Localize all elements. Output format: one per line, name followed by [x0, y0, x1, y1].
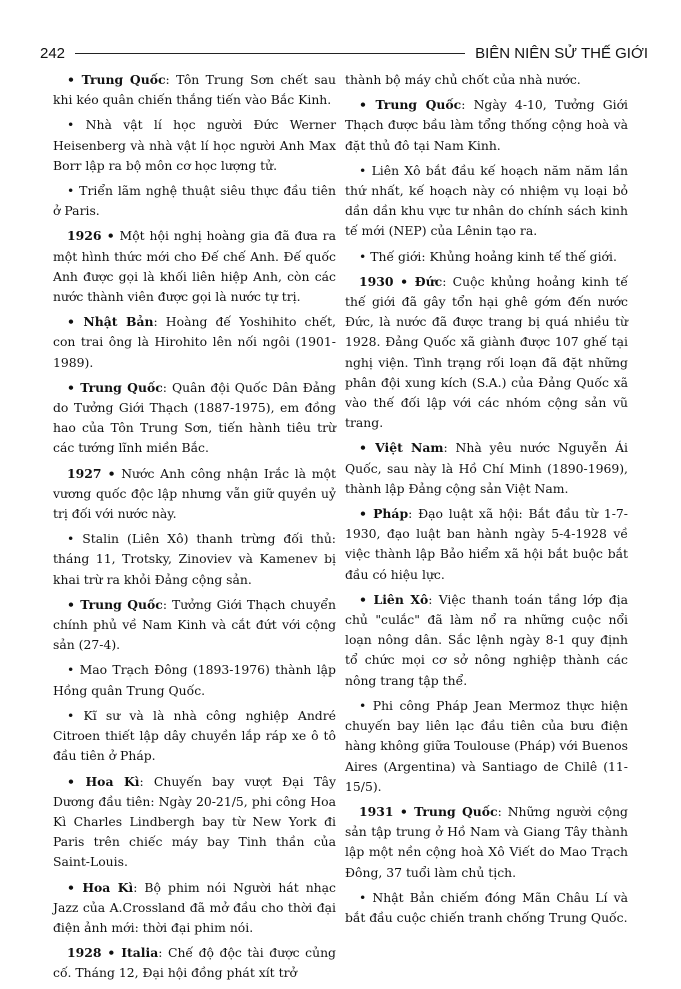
entry-text: : Chuyến bay vượt Đại Tây Dương đầu tiên: Ngày 20-21/5, phi công Hoa Kì Charles Lindbergh bay từ New York đi Paris trên chiếc máy bay Tinh thần của Saint-Louis. [53, 773, 337, 870]
entry-lead: • Nhật Bản [67, 314, 154, 330]
entry-text: thành bộ máy chủ chốt của nhà nước. [345, 72, 581, 87]
entry-lead: 1926 • [67, 228, 115, 244]
entry-text: • Triển lãm nghệ thuật siêu thực đầu tiên ở Paris. [53, 183, 336, 219]
entry-lead: • Trung Quốc [67, 379, 163, 395]
paragraph [345, 888, 628, 928]
paragraph [53, 181, 336, 221]
paragraph [53, 595, 336, 656]
right-column [345, 70, 628, 933]
paragraph [345, 504, 628, 585]
paragraph [345, 161, 628, 242]
paragraph [53, 529, 336, 590]
header-rule [75, 53, 465, 54]
entry-text: : Quân đội Quốc Dân Đảng do Tưởng Giới Thạch (1887-1975), em đồng hao của Tôn Trung Sơn, tiến hành tiêu trừ các tướng lĩnh miền Bắc. [53, 379, 336, 456]
entry-text: : Đạo luật xã hội: Bắt đầu từ 1-7-1930, đạo luật ban hành ngày 5-4-1928 về việc thành lập Bảo hiểm xã hội bắt buộc bắt đầu có hiệu lực. [345, 506, 628, 582]
entry-text: • Phi công Pháp Jean Mermoz thực hiện chuyến bay liên lạc đầu tiên của bưu điện hàng không giữa Toulouse (Pháp) với Buenos Aires (Argentina) và Santiago de Chilê (11-15/5). [345, 697, 628, 794]
entry-lead: • Pháp [359, 506, 409, 522]
entry-text: • Liên Xô bắt đầu kế hoạch năm năm lần thứ nhất, kế hoạch này có nhiệm vụ loại bỏ dần dần khu vực tư nhân do chính sách kinh tế mới (NEP) của Lênin tạo ra. [345, 162, 628, 239]
entry-lead: • Trung Quốc [359, 97, 462, 113]
entry-lead: • Hoa Kì [67, 773, 140, 789]
paragraph [53, 772, 336, 873]
entry-text: : Việc thanh toán tầng lớp địa chủ "culắc" đã làm nổ ra những cuộc nổi loạn nông dân. Sắc lệnh ngày 8-1 quy định tổ chức mọi cơ sở nông nghiệp thành các nông trang tập thể. [345, 591, 628, 688]
paragraph [53, 660, 336, 700]
entry-lead: 1931 • Trung Quốc [359, 803, 498, 819]
paragraph [53, 464, 336, 525]
paragraph [53, 226, 336, 307]
paragraph [345, 590, 628, 691]
entry-text: : Bộ phim nói Người hát nhạc Jazz của A.Crossland đã mở đầu cho thời đại điện ảnh mới: thời đại phim nói. [53, 879, 336, 935]
entry-lead: 1928 • Italia [67, 945, 159, 961]
entry-text: Một hội nghị hoàng gia đã đưa ra một hình thức mới cho Đế chế Anh. Đế quốc Anh được gọi là khối liên hiệp Anh, còn các nước thành viên được gọi là nước tự trị. [53, 228, 336, 305]
entry-text: : Tưởng Giới Thạch chuyển chính phủ về Nam Kinh và cắt đứt với cộng sản (27-4). [53, 596, 336, 653]
entry-lead: 1930 • Đức [359, 273, 443, 289]
paragraph [53, 378, 336, 459]
paragraph [53, 943, 336, 983]
entry-lead: • Trung Quốc [67, 596, 163, 612]
entry-lead: 1927 • [67, 465, 116, 481]
entry-lead: • Việt Nam [359, 440, 444, 456]
paragraph [345, 696, 628, 797]
paragraph [345, 95, 628, 156]
paragraph [53, 70, 336, 110]
entry-text: : Những người cộng sản tập trung ở Hồ Nam và Giang Tây thành lập một nền cộng hoà Xô Viết do Mao Trạch Đông, 37 tuổi làm chủ tịch. [345, 803, 628, 880]
paragraph [53, 706, 336, 767]
page-header [40, 42, 648, 64]
entry-lead: • Liên Xô [359, 591, 429, 607]
entry-text: • Kĩ sư và là nhà công nghiệp André Citroen thiết lập dây chuyền lắp ráp xe ô tô đầu tiên ở Pháp. [53, 707, 336, 764]
entry-text: • Nhà vật lí học người Đức Werner Heisenberg và nhà vật lí học người Anh Max Borr lập ra bộ môn cơ học lượng tử. [53, 117, 336, 173]
page-number: 242 [40, 44, 66, 62]
paragraph [345, 272, 628, 434]
paragraph [53, 878, 336, 939]
paragraph [53, 115, 336, 176]
running-title: BIÊN NIÊN SỬ THẾ GIỚI [475, 44, 648, 62]
entry-text: • Thế giới: Khủng hoảng kinh tế thế giới. [359, 248, 617, 264]
paragraph [345, 438, 628, 499]
entry-lead: • Trung Quốc [67, 72, 166, 87]
entry-text: • Mao Trạch Đông (1893-1976) thành lập Hồng quân Trung Quốc. [53, 662, 336, 698]
paragraph [53, 312, 336, 373]
entry-text: : Nhà yêu nước Nguyễn Ái Quốc, sau này là Hồ Chí Minh (1890-1969), thành lập Đảng cộng sản Việt Nam. [345, 440, 628, 496]
entry-text: • Nhật Bản chiếm đóng Mãn Châu Lí và bắt đầu cuộc chiến tranh chống Trung Quốc. [345, 889, 628, 925]
entry-text: : Chế độ độc tài được củng cố. Tháng 12, Đại hội đồng phát xít trở [53, 945, 336, 981]
entry-lead: • Hoa Kì [67, 879, 134, 895]
entry-text: : Ngày 4-10, Tưởng Giới Thạch được bầu làm tổng thống cộng hoà và đặt thủ đô tại Nam Kinh. [345, 97, 628, 153]
entry-text: : Hoàng đế Yoshihito chết, con trai ông là Hirohito lên nối ngôi (1901-1989). [53, 314, 336, 370]
entry-text: : Tôn Trung Sơn chết sau khi kéo quân chiến thắng tiến vào Bắc Kinh. [53, 72, 336, 108]
left-column [53, 70, 336, 989]
paragraph [345, 70, 628, 90]
paragraph [345, 802, 628, 883]
paragraph [345, 247, 628, 267]
entry-text: Nước Anh công nhận Irắc là một vương quốc độc lập nhưng vẫn giữ quyền uỷ trị đối với nước này. [53, 465, 336, 522]
entry-text: • Stalin (Liên Xô) thanh trừng đối thủ: tháng 11, Trotsky, Zinoviev và Kamenev bị khai trừ ra khỏi Đảng cộng sản. [53, 531, 336, 587]
entry-text: : Cuộc khủng hoảng kinh tế thế giới đã gây tổn hại ghê gớm đến nước Đức, là nước đã được trang bị quá nhiều từ 1928. Đảng Quốc xã giành được 107 ghế tại nghị viện. Tình trạng rối loạn đã đặt những phân đội xung kích (S.A.) của Đảng Quốc xã vào thế đối lập với các nhóm cộng sản vũ trang. [345, 273, 628, 431]
